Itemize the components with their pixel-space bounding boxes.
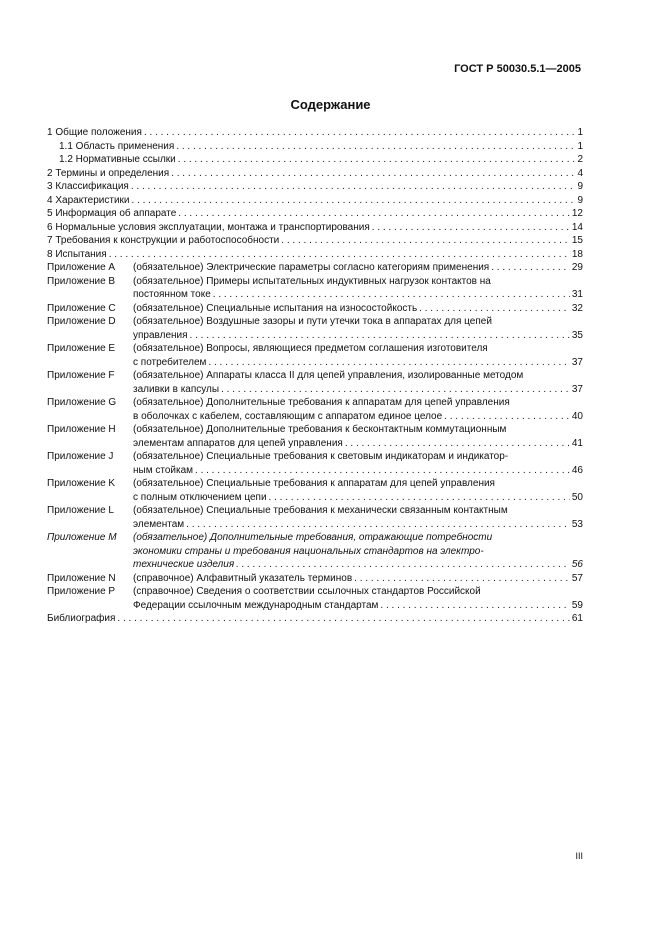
toc-entry-text: (обязательное) Вопросы, являющиеся предметом соглашения изготовителя [133,343,488,354]
appendix-label: Приложение L [47,505,114,516]
dot-leader [444,410,570,424]
toc-entry-text: (обязательное) Специальные требования к механически связанным контактным [133,505,508,516]
dot-leader [178,153,576,167]
appendix-line [133,531,583,545]
appendix-label: Приложение K [47,478,116,489]
dot-leader [176,140,575,154]
appendix-line [133,342,583,356]
appendix-line [133,383,583,397]
appendix-entry[interactable] [47,261,583,275]
dot-leader [281,234,570,248]
dot-leader [131,180,576,194]
toc-entry-page: 35 [571,329,583,341]
appendix-entry[interactable] [47,585,583,612]
toc-entry-page: 12 [571,208,583,219]
appendix-label: Приложение A [47,262,116,273]
appendix-label: Приложение P [47,586,116,597]
toc-entry-page: 1 [577,140,583,152]
toc-entry-page: 46 [571,464,583,476]
toc-entry[interactable] [47,234,583,248]
appendix-entry[interactable] [47,275,583,302]
toc-entry-page: 41 [571,437,583,449]
appendix-label: Приложение D [47,316,116,327]
toc-entry-page: 61 [571,613,583,624]
page-number: III [575,851,583,861]
toc-entry-text: (обязательное) Воздушные зазоры и пути утечки тока в аппаратах для цепей [133,316,492,327]
toc-entry[interactable] [47,194,583,208]
appendix-line [133,572,583,586]
toc-entry-page: 56 [571,559,583,570]
toc-entry-text: с потребителем [133,356,207,368]
toc-entry-text: технические изделия [133,559,235,570]
toc-entry[interactable] [47,180,583,194]
toc-entry-text: элементам аппаратов для цепей управления [133,437,343,449]
appendix-line [133,423,583,437]
toc-entry-page: 9 [577,194,583,206]
appendix-label: Приложение C [47,302,116,314]
appendix-line [133,315,583,329]
appendix-entry[interactable] [47,504,583,531]
toc-entry-text: (обязательное) Дополнительные требования к аппаратам для цепей управления [133,397,510,408]
toc-entry-page: 31 [571,289,583,300]
toc-entry-page: 57 [571,572,583,584]
toc-entry-text: (обязательное) Специальные требования к световым индикаторам и индикатор- [133,451,509,462]
toc-entry-page: 4 [577,167,583,179]
toc-entry-text: (обязательное) Специальные требования к аппаратам для цепей управления [133,478,495,489]
appendix-entry[interactable] [47,302,583,316]
toc-entry[interactable] [47,221,583,235]
toc-entry-page: 32 [571,302,583,314]
toc-entry-page: 40 [571,410,583,422]
toc-entry-page: 1 [577,127,583,138]
appendix-entry[interactable] [47,369,583,396]
appendix-label: Приложение J [47,451,114,462]
appendix-label: Приложение F [47,370,115,381]
document-code: ГОСТ Р 50030.5.1—2005 [454,63,581,75]
appendix-line [133,585,583,599]
toc-entry-text: (обязательное) Специальные испытания на износостойкость [133,302,418,314]
dot-leader [380,599,569,613]
appendix-line [133,261,583,275]
toc-entry-page: 15 [571,235,583,246]
toc-entry-text: (обязательное) Примеры испытательных индуктивных нагрузок контактов на [133,275,491,287]
appendix-label: Приложение G [47,397,117,408]
appendix-entry[interactable] [47,531,583,572]
toc-entry-text: 5 Информация об аппарате [47,208,177,219]
toc-entry-text: (справочное) Алфавитный указатель терминов [133,572,353,584]
appendix-entry[interactable] [47,342,583,369]
dot-leader [186,518,570,532]
appendix-entry[interactable] [47,572,583,586]
dot-leader [178,207,570,221]
toc-entry-text: заливки в капсулы [133,383,220,395]
appendix-entry[interactable] [47,477,583,504]
dot-leader [208,356,569,370]
appendix-line [133,437,583,451]
toc-entry-page: 53 [571,518,583,530]
toc-entry-text: экономики страны и требования национальных стандартов на электро- [133,545,484,557]
toc-entry-page: 2 [577,154,583,165]
dot-leader [345,437,570,451]
toc-entry-text: 4 Характеристики [47,194,130,206]
appendix-entry[interactable] [47,396,583,423]
appendix-line [133,558,583,572]
toc-entry-text: Библиография [47,613,116,624]
dot-leader [372,221,570,235]
toc-entry-text: управления [133,329,188,341]
appendix-line [133,410,583,424]
appendix-line [133,396,583,410]
dot-leader [144,126,576,140]
toc-entry-text: в оболочках с кабелем, составляющим с аппаратом единое целое [133,410,443,422]
dot-leader [491,261,570,275]
appendix-line [133,275,583,289]
toc-entry-text: (обязательное) Дополнительные требования, отражающие потребности [133,532,493,543]
toc-entry-text: с полным отключением цепи [133,491,267,503]
dot-leader [132,194,576,208]
bibliography-entry[interactable] [47,612,583,626]
dot-leader [109,248,570,262]
appendix-line [133,518,583,532]
table-of-contents [47,126,583,626]
toc-entry-text: 7 Требования к конструкции и работоспособности [47,235,280,246]
dot-leader [354,572,570,586]
appendix-line [133,329,583,343]
toc-entry-page: 37 [571,383,583,395]
page-title: Содержание [290,97,371,112]
toc-entry-page: 37 [571,356,583,368]
toc-entry-text: 1.2 Нормативные ссылки [59,154,176,165]
toc-entry-text: 3 Классификация [47,181,129,192]
toc-entry-text: (обязательное) Электрические параметры согласно категориям применения [133,262,490,273]
appendix-entry[interactable] [47,450,583,477]
dot-leader [221,383,570,397]
toc-entry[interactable] [47,167,583,181]
dot-leader [190,329,570,343]
toc-entry[interactable] [47,248,583,262]
dot-leader [117,612,569,626]
toc-entry-text: ным стойкам [133,464,194,476]
dot-leader [195,464,570,478]
toc-entry-text: 2 Термины и определения [47,167,170,179]
toc-entry[interactable] [47,153,583,167]
toc-entry-page: 9 [577,181,583,192]
toc-entry[interactable] [47,126,583,140]
appendix-line [133,477,583,491]
appendix-line [133,450,583,464]
appendix-line [133,464,583,478]
appendix-label: Приложение H [47,424,116,435]
toc-entry-text: (обязательное) Аппараты класса II для цепей управления, изолированные методом [133,370,524,381]
dot-leader [236,558,570,572]
toc-entry-text: 6 Нормальные условия эксплуатации, монтажа и транспортирования [47,221,370,233]
dot-leader [269,491,570,505]
appendix-line [133,491,583,505]
appendix-entry[interactable] [47,315,583,342]
toc-entry-text: 1.1 Область применения [59,140,175,152]
toc-entry-text: (обязательное) Дополнительные требования к бесконтактным коммутационным [133,424,507,435]
toc-entry-text: (справочное) Сведения о соответствии ссылочных стандартов Российской [133,586,481,597]
toc-entry-page: 18 [571,248,583,260]
appendix-line [133,599,583,613]
appendix-line [133,545,583,559]
toc-entry-page: 50 [571,491,583,503]
toc-entry-text: Федерации ссылочным международным стандартам [133,599,379,611]
appendix-label: Приложение N [47,572,116,584]
appendix-line [133,302,583,316]
appendix-line [133,369,583,383]
dot-leader [419,302,570,316]
toc-entry[interactable] [47,207,583,221]
appendix-entry[interactable] [47,423,583,450]
toc-entry-page: 59 [571,599,583,611]
dot-leader [171,167,575,181]
appendix-line [133,356,583,370]
toc-entry-text: элементам [133,518,185,530]
toc-entry-text: 8 Испытания [47,248,107,260]
dot-leader [213,288,570,302]
appendix-label: Приложение E [47,343,116,354]
appendix-label: Приложение M [47,532,117,543]
appendix-label: Приложение B [47,275,116,287]
appendix-line [133,504,583,518]
toc-entry-page: 29 [571,262,583,273]
toc-entry-page: 14 [571,221,583,233]
toc-entry-text: постоянном токе [133,289,211,300]
toc-entry[interactable] [47,140,583,154]
toc-entry-text: 1 Общие положения [47,127,142,138]
appendix-line [133,288,583,302]
